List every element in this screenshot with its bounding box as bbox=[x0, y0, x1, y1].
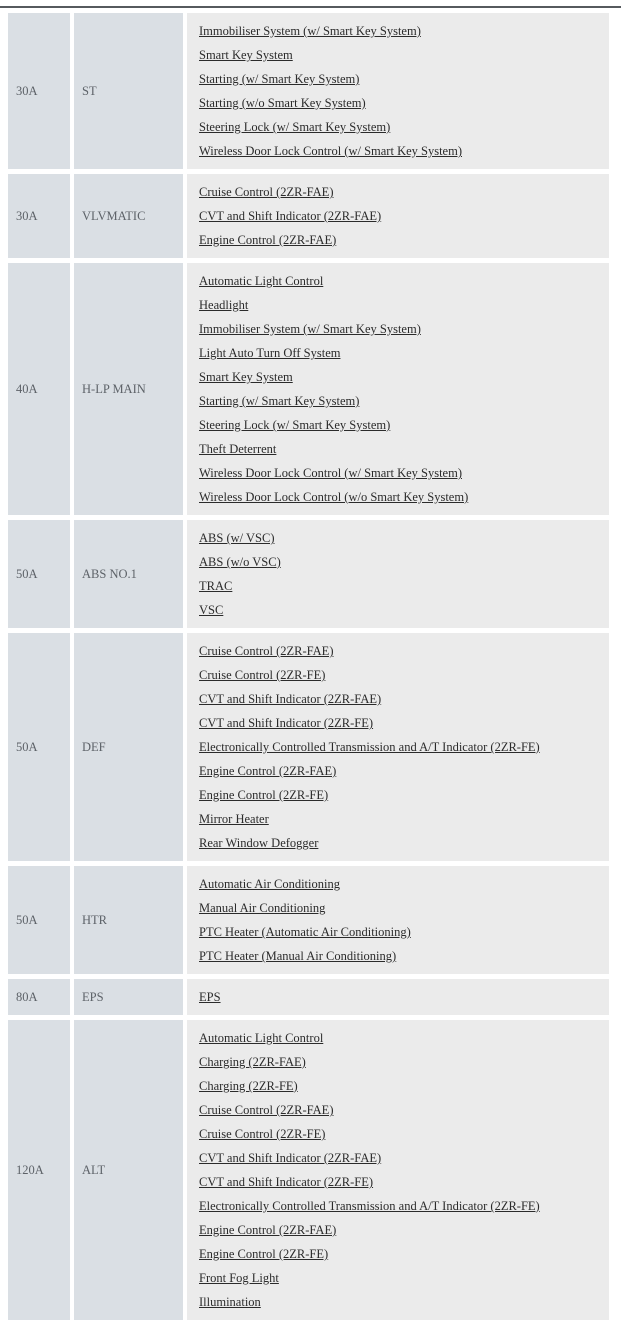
system-link[interactable]: Illumination bbox=[199, 1295, 261, 1309]
fuse-name-cell: DEF bbox=[74, 633, 183, 861]
system-link[interactable]: CVT and Shift Indicator (2ZR-FAE) bbox=[199, 692, 382, 706]
fuse-name-cell: ABS NO.1 bbox=[74, 520, 183, 628]
table-row bbox=[8, 263, 609, 515]
system-link[interactable]: ABS (w/o VSC) bbox=[199, 555, 281, 569]
table-row bbox=[8, 979, 609, 1015]
system-link[interactable]: Electronically Controlled Transmission and A/T Indicator (2ZR-FE) bbox=[199, 740, 540, 754]
fuse-table-body bbox=[8, 13, 609, 1320]
system-link[interactable]: Automatic Light Control bbox=[199, 274, 324, 288]
fuse-name-cell: EPS bbox=[74, 979, 183, 1015]
system-link[interactable]: Rear Window Defogger bbox=[199, 836, 319, 850]
table-row bbox=[8, 13, 609, 169]
system-link[interactable]: Immobiliser System (w/ Smart Key System) bbox=[199, 322, 421, 336]
system-link[interactable]: VSC bbox=[199, 603, 224, 617]
fuse-amperage-cell: 40A bbox=[8, 263, 70, 515]
system-link[interactable]: Engine Control (2ZR-FAE) bbox=[199, 764, 337, 778]
system-link[interactable]: Wireless Door Lock Control (w/o Smart Key System) bbox=[199, 490, 469, 504]
fuse-name-cell: ALT bbox=[74, 1020, 183, 1320]
system-link[interactable]: CVT and Shift Indicator (2ZR-FE) bbox=[199, 1175, 374, 1189]
system-link[interactable]: TRAC bbox=[199, 579, 233, 593]
system-link[interactable]: Cruise Control (2ZR-FE) bbox=[199, 668, 326, 682]
system-link[interactable]: Smart Key System bbox=[199, 370, 293, 384]
system-link[interactable]: Headlight bbox=[199, 298, 249, 312]
fuse-systems-cell bbox=[187, 174, 609, 258]
fuse-amperage-cell: 80A bbox=[8, 979, 70, 1015]
system-link[interactable]: CVT and Shift Indicator (2ZR-FAE) bbox=[199, 1151, 382, 1165]
system-link[interactable]: Engine Control (2ZR-FE) bbox=[199, 788, 329, 802]
system-link[interactable]: Electronically Controlled Transmission and A/T Indicator (2ZR-FE) bbox=[199, 1199, 540, 1213]
fuse-name-cell: ST bbox=[74, 13, 183, 169]
system-link[interactable]: Light Auto Turn Off System bbox=[199, 346, 341, 360]
fuse-amperage-cell: 30A bbox=[8, 13, 70, 169]
system-link[interactable]: Starting (w/o Smart Key System) bbox=[199, 96, 366, 110]
system-link[interactable]: Engine Control (2ZR-FAE) bbox=[199, 233, 337, 247]
system-link[interactable]: EPS bbox=[199, 990, 221, 1004]
system-link[interactable]: Wireless Door Lock Control (w/ Smart Key System) bbox=[199, 466, 462, 480]
fuse-table bbox=[4, 8, 613, 1325]
fuse-systems-cell bbox=[187, 633, 609, 861]
system-link[interactable]: Mirror Heater bbox=[199, 812, 269, 826]
system-link[interactable]: PTC Heater (Manual Air Conditioning) bbox=[199, 949, 397, 963]
fuse-systems-cell bbox=[187, 520, 609, 628]
system-link[interactable]: CVT and Shift Indicator (2ZR-FAE) bbox=[199, 209, 382, 223]
system-link[interactable]: Cruise Control (2ZR-FAE) bbox=[199, 644, 334, 658]
fuse-name-cell: H-LP MAIN bbox=[74, 263, 183, 515]
system-link[interactable]: Cruise Control (2ZR-FAE) bbox=[199, 185, 334, 199]
fuse-systems-cell bbox=[187, 866, 609, 974]
fuse-systems-cell bbox=[187, 979, 609, 1015]
system-link[interactable]: Engine Control (2ZR-FAE) bbox=[199, 1223, 337, 1237]
table-row bbox=[8, 174, 609, 258]
system-link[interactable]: Cruise Control (2ZR-FAE) bbox=[199, 1103, 334, 1117]
system-link[interactable]: Smart Key System bbox=[199, 48, 293, 62]
system-link[interactable]: Automatic Air Conditioning bbox=[199, 877, 340, 891]
fuse-systems-cell bbox=[187, 1020, 609, 1320]
system-link[interactable]: Immobiliser System (w/ Smart Key System) bbox=[199, 24, 421, 38]
system-link[interactable]: Engine Control (2ZR-FE) bbox=[199, 1247, 329, 1261]
system-link[interactable]: Front Fog Light bbox=[199, 1271, 279, 1285]
fuse-name-cell: HTR bbox=[74, 866, 183, 974]
system-link[interactable]: Charging (2ZR-FE) bbox=[199, 1079, 298, 1093]
system-link[interactable]: ABS (w/ VSC) bbox=[199, 531, 275, 545]
fuse-amperage-cell: 50A bbox=[8, 866, 70, 974]
fuse-name-cell: VLVMATIC bbox=[74, 174, 183, 258]
system-link[interactable]: Steering Lock (w/ Smart Key System) bbox=[199, 418, 391, 432]
fuse-amperage-cell: 50A bbox=[8, 633, 70, 861]
system-link[interactable]: Cruise Control (2ZR-FE) bbox=[199, 1127, 326, 1141]
system-link[interactable]: Wireless Door Lock Control (w/ Smart Key System) bbox=[199, 144, 462, 158]
table-row bbox=[8, 520, 609, 628]
system-link[interactable]: PTC Heater (Automatic Air Conditioning) bbox=[199, 925, 411, 939]
system-link[interactable]: Starting (w/ Smart Key System) bbox=[199, 72, 360, 86]
fuse-amperage-cell: 30A bbox=[8, 174, 70, 258]
fuse-systems-cell bbox=[187, 13, 609, 169]
fuse-amperage-cell: 120A bbox=[8, 1020, 70, 1320]
table-row bbox=[8, 866, 609, 974]
fuse-systems-cell bbox=[187, 263, 609, 515]
system-link[interactable]: Charging (2ZR-FAE) bbox=[199, 1055, 306, 1069]
table-row bbox=[8, 1020, 609, 1320]
system-link[interactable]: Steering Lock (w/ Smart Key System) bbox=[199, 120, 391, 134]
table-row bbox=[8, 633, 609, 861]
system-link[interactable]: CVT and Shift Indicator (2ZR-FE) bbox=[199, 716, 374, 730]
system-link[interactable]: Automatic Light Control bbox=[199, 1031, 324, 1045]
system-link[interactable]: Manual Air Conditioning bbox=[199, 901, 326, 915]
system-link[interactable]: Starting (w/ Smart Key System) bbox=[199, 394, 360, 408]
fuse-amperage-cell: 50A bbox=[8, 520, 70, 628]
system-link[interactable]: Theft Deterrent bbox=[199, 442, 277, 456]
